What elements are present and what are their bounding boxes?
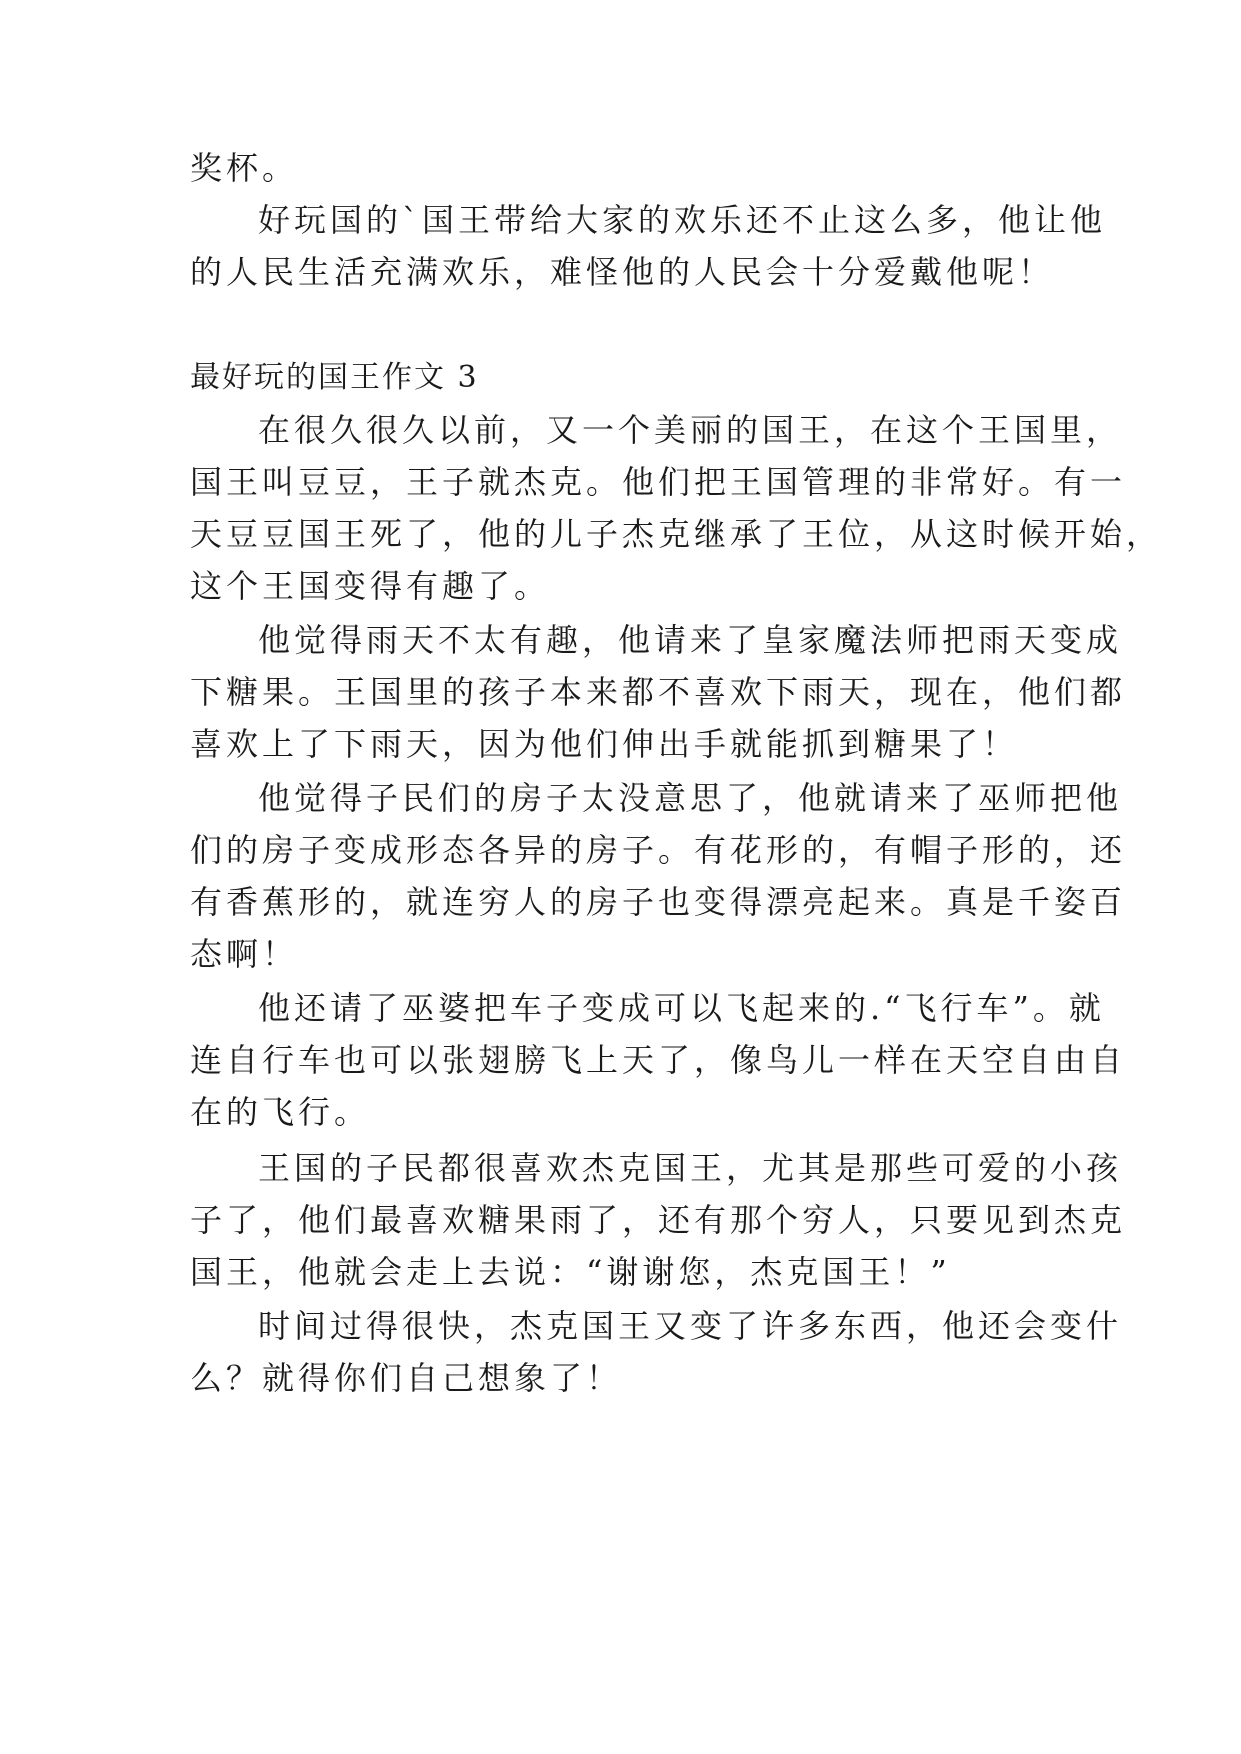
paragraph-start: 时间过得很快，杰克国王又变了许多东西，他还会变什	[258, 1307, 1123, 1345]
section-heading: 最好玩的国王作文 3	[190, 360, 479, 395]
text-line: 喜欢上了下雨天，因为他们伸出手就能抓到糖果了！	[190, 725, 1019, 763]
text-line: 下糖果。王国里的孩子本来都不喜欢下雨天，现在，他们都	[190, 673, 1127, 711]
text-line: 态啊！	[190, 935, 299, 973]
text-line: 连自行车也可以张翅膀飞上天了，像鸟儿一样在天空自由自	[190, 1041, 1127, 1079]
text-line: 有香蕉形的，就连穷人的房子也变得漂亮起来。真是千姿百	[190, 883, 1127, 921]
text-line: 在的飞行。	[190, 1093, 371, 1131]
text-line: 们的房子变成形态各异的房子。有花形的，有帽子形的，还	[190, 831, 1127, 869]
paragraph-start: 他觉得子民们的房子太没意思了，他就请来了巫师把他	[258, 779, 1123, 817]
paragraph-start: 他还请了巫婆把车子变成可以飞起来的.“飞行车”。就	[258, 989, 1105, 1027]
text-line: 这个王国变得有趣了。	[190, 567, 551, 605]
text-line: 么？就得你们自己想象了！	[190, 1359, 623, 1397]
text-line: 国王叫豆豆，王子就杰克。他们把王国管理的非常好。有一	[190, 463, 1127, 501]
text-line: 的人民生活充满欢乐，难怪他的人民会十分爱戴他呢！	[190, 253, 1055, 291]
paragraph-start: 他觉得雨天不太有趣，他请来了皇家魔法师把雨天变成	[258, 621, 1123, 659]
text-line: 国王，他就会走上去说：“谢谢您，杰克国王！”	[190, 1253, 951, 1291]
paragraph-start: 好玩国的`国王带给大家的欢乐还不止这么多，他让他	[258, 201, 1107, 239]
text-line: 子了，他们最喜欢糖果雨了，还有那个穷人，只要见到杰克	[190, 1201, 1127, 1239]
text-line: 奖杯。	[190, 149, 299, 187]
paragraph-start: 王国的子民都很喜欢杰克国王，尤其是那些可爱的小孩	[258, 1149, 1123, 1187]
text-line: 天豆豆国王死了，他的儿子杰克继承了王位，从这时候开始，	[190, 515, 1163, 553]
paragraph-start: 在很久很久以前，又一个美丽的国王，在这个王国里，	[258, 411, 1123, 449]
